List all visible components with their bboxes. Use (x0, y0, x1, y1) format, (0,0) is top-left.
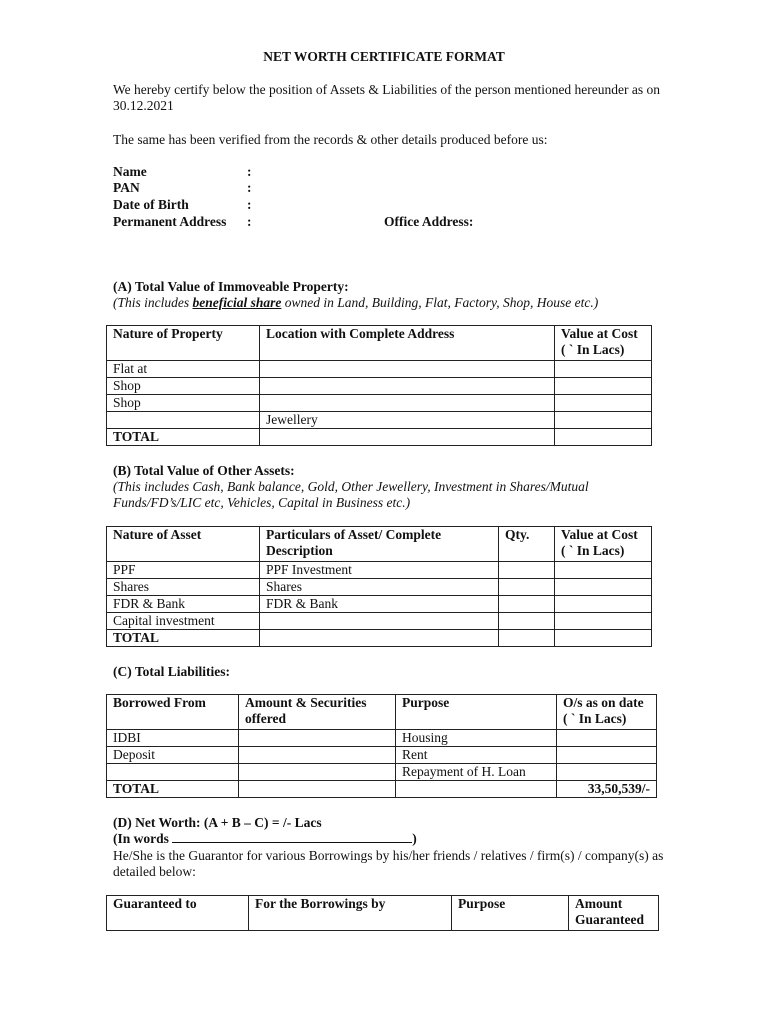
address-colon: : (247, 214, 252, 229)
header-nature-of-asset: Nature of Asset (107, 527, 260, 562)
verified-statement: The same has been verified from the records & other details produced before us: (113, 132, 548, 147)
header-guaranteed-to: Guaranteed to (107, 896, 249, 931)
cell (557, 764, 657, 781)
total-label: TOTAL (107, 429, 260, 446)
total-label: TOTAL (107, 630, 260, 647)
pan-colon: : (247, 180, 252, 195)
cell (555, 395, 652, 412)
cell (239, 764, 396, 781)
cell: PPF (107, 562, 260, 579)
guarantor-line-2: detailed below: (113, 864, 196, 879)
cell (499, 562, 555, 579)
cell (555, 613, 652, 630)
table-row (107, 596, 652, 613)
total-value: 33,50,539/- (557, 781, 657, 798)
cell (555, 579, 652, 596)
cell (260, 378, 555, 395)
header-value-at-cost: Value at Cost ( ` In Lacs) (555, 527, 652, 562)
cell (555, 562, 652, 579)
cell: Repayment of H. Loan (396, 764, 557, 781)
header-qty: Qty. (499, 527, 555, 562)
section-c-heading: (C) Total Liabilities: (113, 664, 231, 679)
header-borrowings-by: For the Borrowings by (249, 896, 452, 931)
header-purpose: Purpose (396, 695, 557, 730)
cell (107, 412, 260, 429)
cell (499, 579, 555, 596)
cell (555, 429, 652, 446)
cell (557, 730, 657, 747)
header-value-at-cost: Value at Cost ( ` In Lacs) (555, 326, 652, 361)
header-outstanding: O/s as on date ( ` In Lacs) (557, 695, 657, 730)
cell (557, 747, 657, 764)
section-a-heading: (A) Total Value of Immoveable Property: (113, 279, 349, 294)
cell: Capital investment (107, 613, 260, 630)
header-amount-securities: Amount & Securities offered (239, 695, 396, 730)
total-row (107, 781, 657, 798)
section-a-note: (This includes beneficial share owned in Land, Building, Flat, Factory, Shop, House etc.) (113, 295, 599, 310)
table-row (107, 613, 652, 630)
cell (555, 596, 652, 613)
pan-label: PAN (113, 180, 140, 195)
net-worth-heading: (D) Net Worth: (A + B – C) = /- Lacs (113, 815, 322, 830)
total-row (107, 429, 652, 446)
dob-colon: : (247, 197, 252, 212)
cell (499, 596, 555, 613)
cell (107, 764, 239, 781)
table-row (107, 730, 657, 747)
cell: Shop (107, 395, 260, 412)
cell (239, 747, 396, 764)
section-b-note-1: (This includes Cash, Bank balance, Gold, Other Jewellery, Investment in Shares/Mutual (113, 479, 589, 494)
cell (260, 395, 555, 412)
liabilities-table (106, 694, 657, 798)
table-row (107, 412, 652, 429)
cell: Rent (396, 747, 557, 764)
office-address-label: Office Address: (384, 214, 474, 229)
section-b-heading: (B) Total Value of Other Assets: (113, 463, 295, 478)
cell (555, 630, 652, 647)
cell: IDBI (107, 730, 239, 747)
guarantee-table (106, 895, 659, 931)
permanent-address-label: Permanent Address (113, 214, 227, 229)
cell (499, 630, 555, 647)
header-purpose: Purpose (452, 896, 569, 931)
cell: Housing (396, 730, 557, 747)
beneficial-share-emphasis: beneficial share (192, 295, 282, 310)
cell (555, 361, 652, 378)
cell (260, 630, 499, 647)
total-row (107, 630, 652, 647)
cell (499, 613, 555, 630)
guarantor-line-1: He/She is the Guarantor for various Borrowings by his/her friends / relatives / firm(s) / company(s) as (113, 848, 664, 863)
cell: FDR & Bank (107, 596, 260, 613)
cell: Deposit (107, 747, 239, 764)
immoveable-property-table (106, 325, 652, 446)
cell (555, 412, 652, 429)
header-location: Location with Complete Address (260, 326, 555, 361)
header-borrowed-from: Borrowed From (107, 695, 239, 730)
in-words-line: (In words ) (113, 831, 417, 846)
cell (239, 730, 396, 747)
header-nature-of-property: Nature of Property (107, 326, 260, 361)
dob-label: Date of Birth (113, 197, 189, 212)
page-title: NET WORTH CERTIFICATE FORMAT (263, 49, 505, 64)
table-row (107, 361, 652, 378)
total-label: TOTAL (107, 781, 239, 798)
header-particulars: Particulars of Asset/ Complete Description (260, 527, 499, 562)
section-b-note-2: Funds/FD’s/LIC etc, Vehicles, Capital in Business etc.) (113, 495, 411, 510)
cell (555, 378, 652, 395)
table-row (107, 579, 652, 596)
table-row (107, 764, 657, 781)
cell (260, 613, 499, 630)
cell: FDR & Bank (260, 596, 499, 613)
table-row (107, 395, 652, 412)
cell: Shop (107, 378, 260, 395)
in-words-blank (172, 830, 412, 843)
intro-line-1: We hereby certify below the position of Assets & Liabilities of the person mentioned hereunder as on (113, 82, 661, 97)
header-amount-guaranteed: Amount Guaranteed (569, 896, 659, 931)
cell (260, 429, 555, 446)
intro-date: 30.12.2021 (113, 98, 174, 113)
name-label: Name (113, 164, 147, 179)
table-row (107, 747, 657, 764)
name-colon: : (247, 164, 252, 179)
cell (260, 361, 555, 378)
other-assets-table (106, 526, 652, 647)
cell: Jewellery (260, 412, 555, 429)
table-row (107, 562, 652, 579)
cell (239, 781, 396, 798)
cell: Flat at (107, 361, 260, 378)
table-row (107, 378, 652, 395)
cell: PPF Investment (260, 562, 499, 579)
cell: Shares (260, 579, 499, 596)
cell: Shares (107, 579, 260, 596)
cell (396, 781, 557, 798)
